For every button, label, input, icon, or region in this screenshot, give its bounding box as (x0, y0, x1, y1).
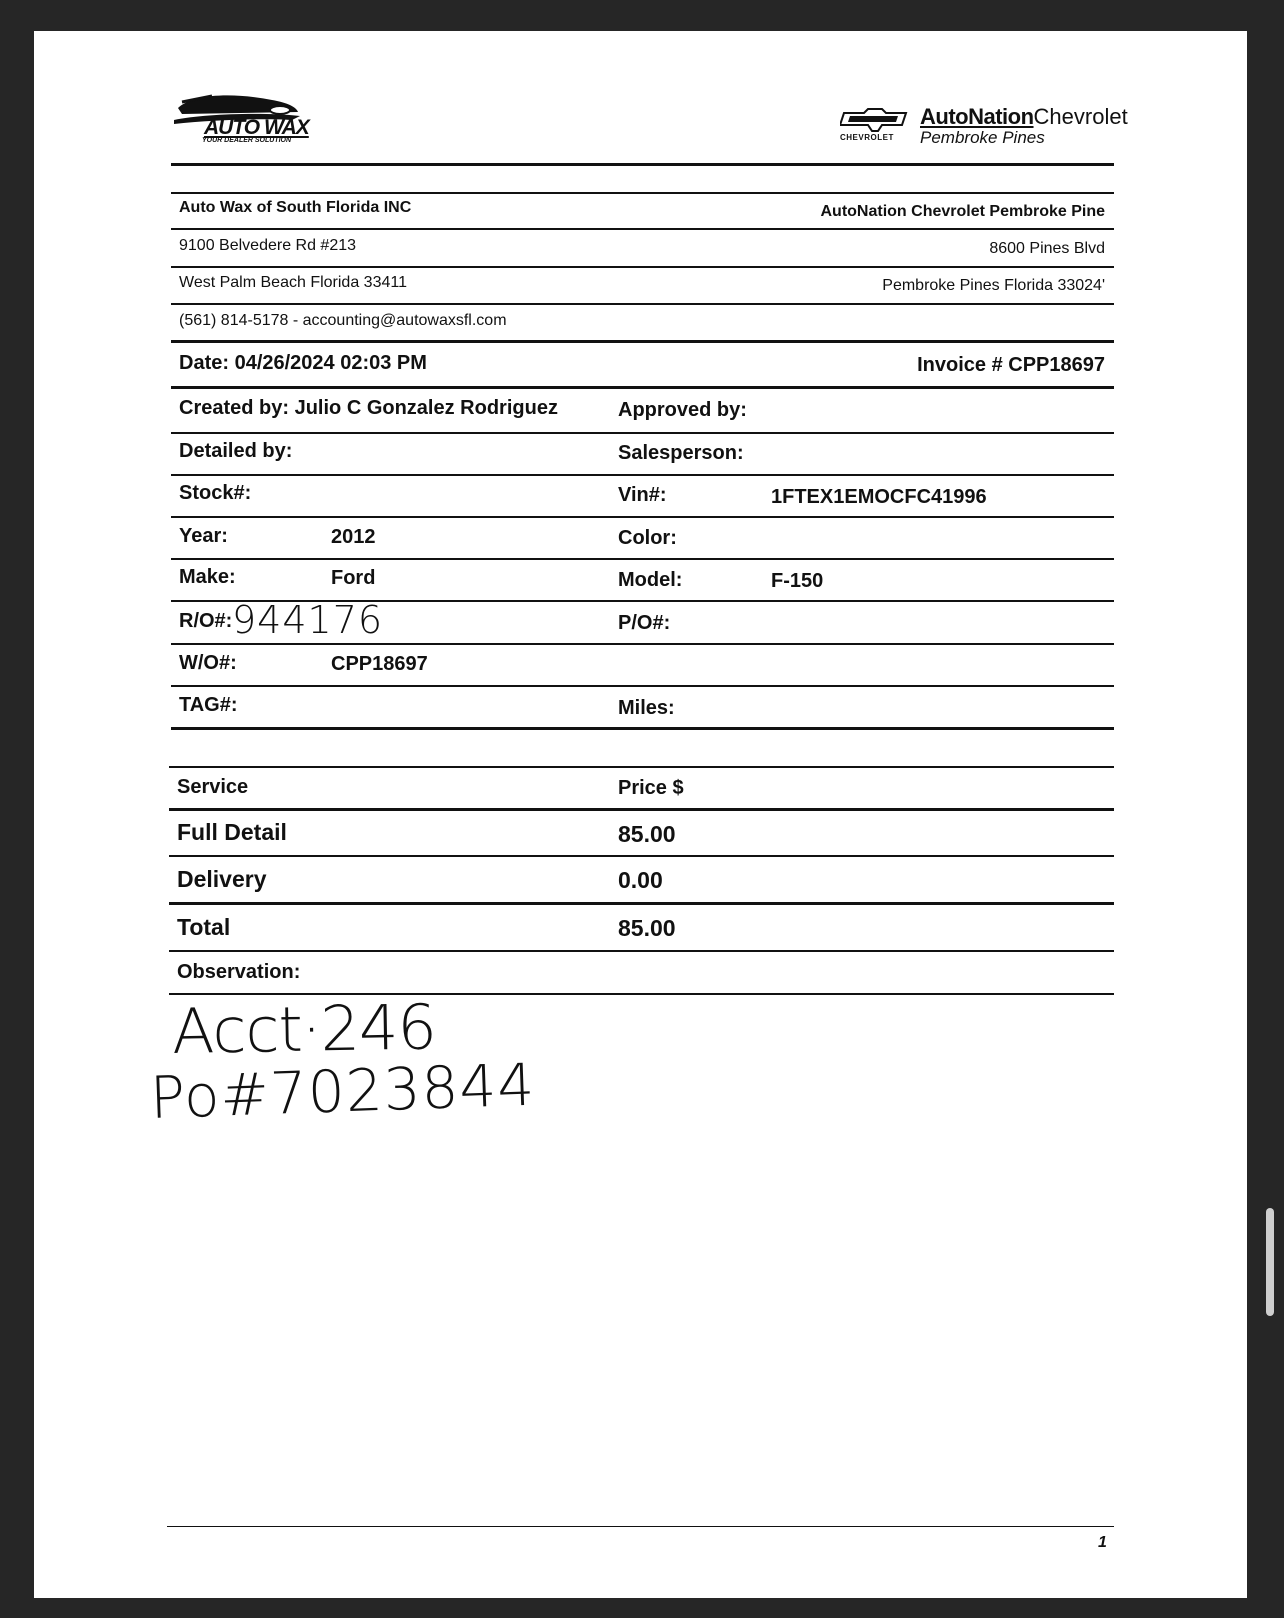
invoice-date: Date: 04/26/2024 02:03 PM (179, 352, 427, 374)
divider (169, 855, 1114, 857)
make-label: Make: (179, 566, 236, 588)
autonation-brand: AutoNation (920, 104, 1034, 129)
autonation-location: Pembroke Pines (920, 128, 1045, 147)
vendor-name: Auto Wax of South Florida INC (179, 199, 412, 216)
stock-label: Stock#: (179, 482, 252, 504)
auto-wax-tagline: YOUR DEALER SOLUTION (202, 137, 292, 144)
invoice-number: Invoice # CPP18697 (917, 354, 1105, 376)
total-label: Total (177, 914, 231, 940)
model-label: Model: (618, 569, 683, 591)
model-value: F-150 (771, 570, 824, 592)
footer-divider (167, 1526, 1114, 1527)
service-name: Delivery (177, 866, 267, 892)
color-label: Color: (618, 527, 677, 549)
handwritten-po-note: Po#7023844 (148, 1050, 537, 1132)
detailed-by-label: Detailed by: (179, 440, 293, 462)
customer-city: Pembroke Pines Florida 33024' (882, 277, 1105, 294)
divider (171, 266, 1114, 268)
divider (169, 950, 1114, 952)
auto-wax-wordmark: AUTO WAX (204, 116, 309, 139)
vendor-contact: (561) 814-5178 - accounting@autowaxsfl.com (179, 312, 507, 329)
divider (171, 386, 1114, 389)
divider (171, 432, 1114, 434)
divider (171, 727, 1114, 730)
autonation-wordmark (920, 104, 1128, 130)
customer-name: AutoNation Chevrolet Pembroke Pine (820, 203, 1105, 220)
salesperson-label: Salesperson: (618, 442, 744, 464)
tag-label: TAG#: (179, 694, 238, 716)
vendor-address: 9100 Belvedere Rd #213 (179, 237, 357, 254)
divider (171, 474, 1114, 476)
po-label: P/O#: (618, 612, 671, 634)
service-price: 85.00 (618, 821, 676, 847)
divider (171, 643, 1114, 645)
divider (171, 558, 1114, 560)
observation-label: Observation: (177, 961, 301, 983)
service-name: Full Detail (177, 819, 287, 845)
service-price: 0.00 (618, 867, 663, 893)
vertical-scrollbar[interactable] (1266, 1208, 1274, 1316)
created-by-value: Julio C Gonzalez Rodriguez (294, 397, 558, 419)
autonation-suffix: Chevrolet (1033, 104, 1128, 129)
page-number: 1 (1098, 1534, 1107, 1551)
divider (171, 340, 1114, 343)
price-column-header: Price $ (618, 777, 684, 799)
approved-by-label: Approved by: (618, 399, 747, 421)
divider (169, 808, 1114, 811)
miles-label: Miles: (618, 697, 675, 719)
total-value: 85.00 (618, 915, 676, 941)
auto-wax-logo (172, 90, 312, 152)
chevrolet-bowtie-icon (840, 107, 910, 147)
divider (171, 685, 1114, 687)
customer-address: 8600 Pines Blvd (989, 240, 1105, 257)
service-column-header: Service (177, 776, 249, 798)
handwritten-account-note: Acct·246 (171, 990, 437, 1068)
divider (171, 516, 1114, 518)
make-value: Ford (331, 567, 376, 589)
wo-value: CPP18697 (331, 653, 428, 675)
vin-value: 1FTEX1EMOCFC41996 (771, 486, 987, 508)
created-by-label: Created by: (179, 397, 290, 419)
year-value: 2012 (331, 526, 376, 548)
header-divider (171, 163, 1114, 166)
ro-label: R/O#: (179, 610, 233, 632)
vendor-city: West Palm Beach Florida 33411 (179, 274, 407, 291)
year-label: Year: (179, 525, 228, 547)
ro-value-handwritten: 944176 (232, 598, 384, 642)
divider (171, 228, 1114, 230)
vin-label: Vin#: (618, 484, 667, 506)
created-by (179, 397, 558, 420)
divider (169, 766, 1114, 768)
divider (169, 902, 1114, 905)
chevrolet-badge-text: CHEVROLET (840, 133, 894, 142)
divider (171, 303, 1114, 305)
wo-label: W/O#: (179, 652, 237, 674)
divider (171, 192, 1114, 194)
